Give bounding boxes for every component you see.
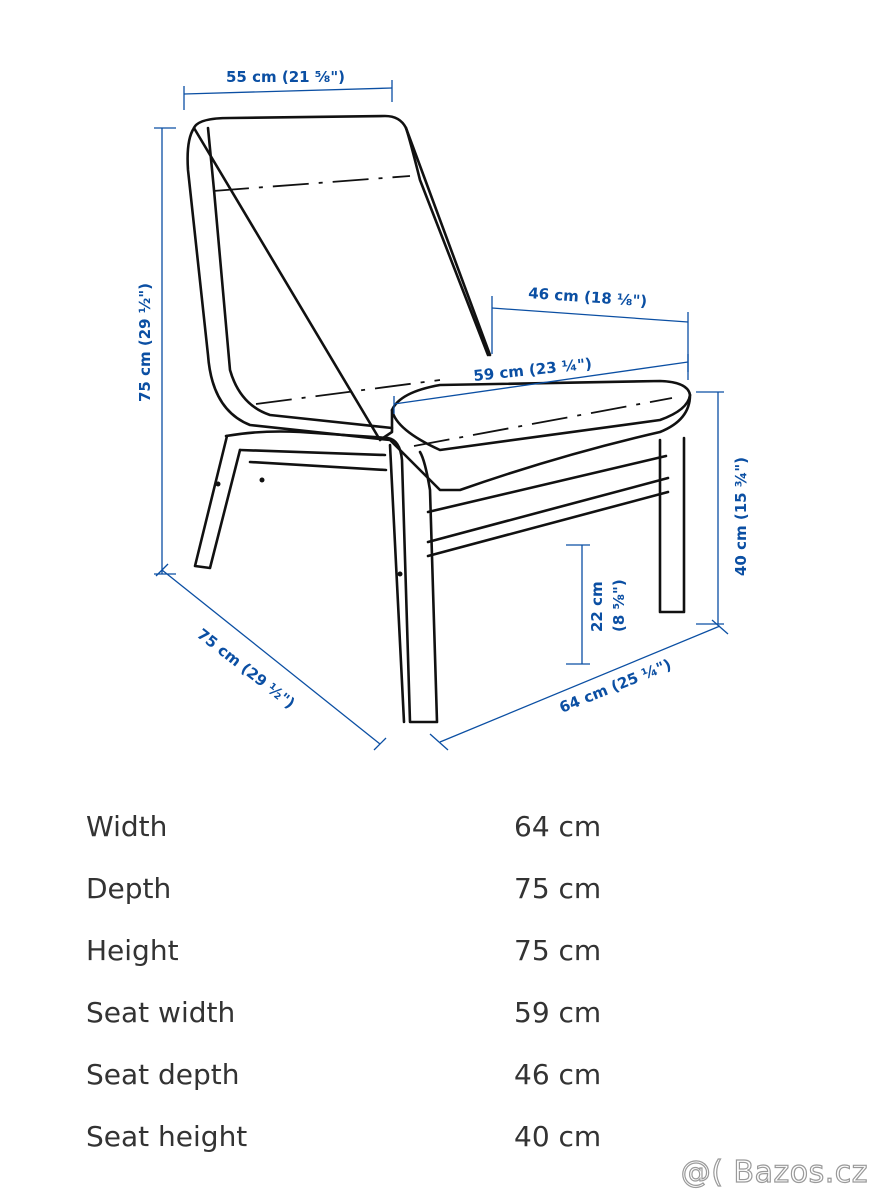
spec-label: Height	[86, 934, 179, 967]
spec-label: Seat width	[86, 996, 236, 1029]
spec-row-seat-width	[86, 986, 806, 1048]
watermark: @( Bazos.cz	[680, 1155, 868, 1190]
dim-depth-label: 75 cm (29 ½")	[193, 624, 299, 713]
spec-value: 75 cm	[514, 934, 602, 967]
dim-clearance-inch-label: (8 ⅝")	[610, 579, 628, 632]
spec-label: Width	[86, 810, 168, 843]
spec-value: 40 cm	[514, 1120, 602, 1153]
dim-seat-width-label: 59 cm (23 ¼")	[472, 354, 593, 385]
spec-value: 75 cm	[514, 872, 602, 905]
spec-value: 59 cm	[514, 996, 602, 1029]
spec-row-seat-depth	[86, 1048, 806, 1110]
spec-label: Seat depth	[86, 1058, 240, 1091]
dim-top-width-label: 55 cm (21 ⅝")	[226, 68, 345, 86]
dim-height-label: 75 cm (29 ½")	[136, 283, 154, 402]
dim-width-label: 64 cm (25 ¼")	[556, 655, 674, 717]
dim-clearance-cm-label: 22 cm	[588, 581, 606, 632]
spec-row-depth	[86, 862, 806, 924]
spec-label: Seat height	[86, 1120, 248, 1153]
dim-seat-depth-label: 46 cm (18 ⅛")	[527, 284, 648, 311]
dim-seat-height-label: 40 cm (15 ¾")	[732, 457, 750, 576]
spec-value: 64 cm	[514, 810, 602, 843]
dimension-spec-table	[86, 800, 806, 1172]
spec-value: 46 cm	[514, 1058, 602, 1091]
spec-row-width	[86, 800, 806, 862]
spec-row-height	[86, 924, 806, 986]
spec-label: Depth	[86, 872, 172, 905]
